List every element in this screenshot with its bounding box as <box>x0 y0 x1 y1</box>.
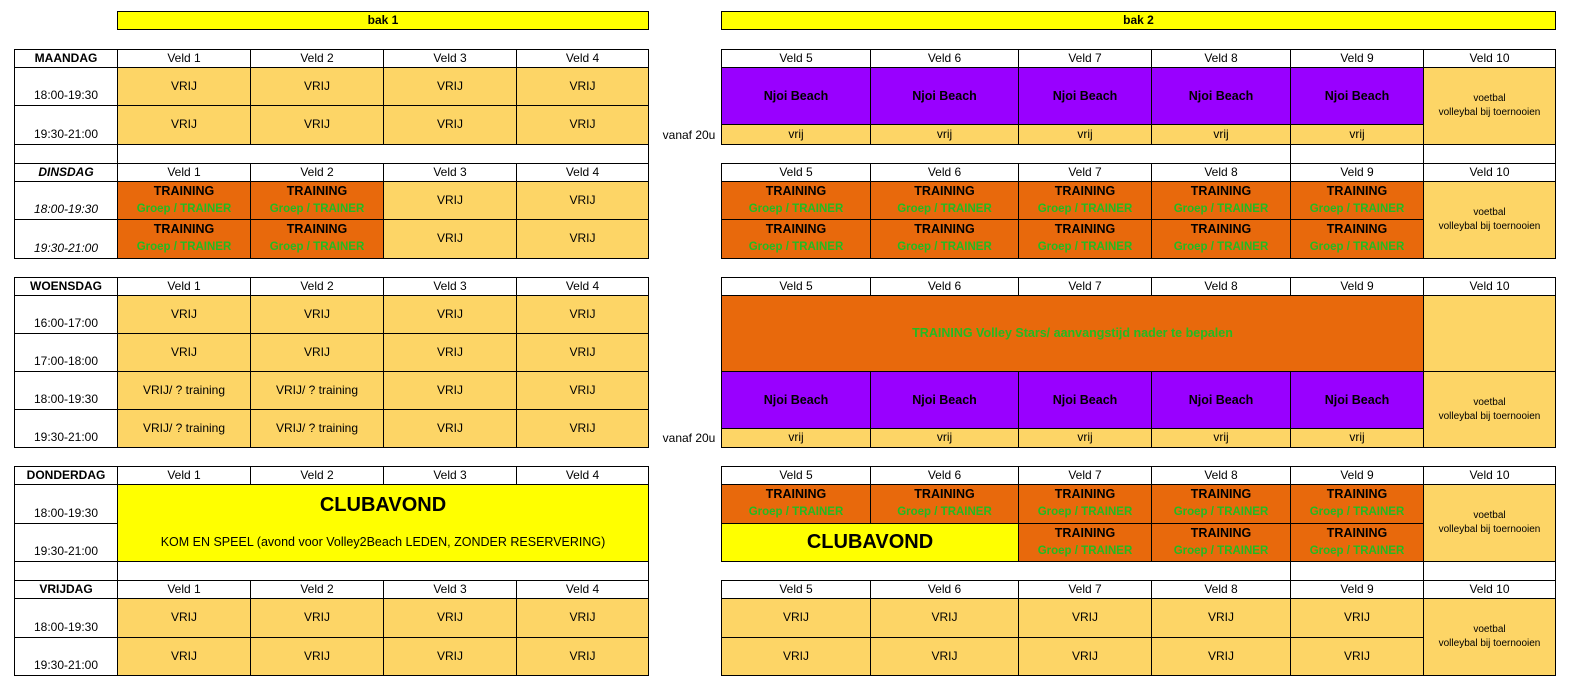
spacer-cell <box>14 561 118 581</box>
training-cell <box>721 219 871 259</box>
training-cell <box>721 181 871 220</box>
time-label: 18:00-19:30 <box>14 371 118 410</box>
spacer-cell <box>1423 561 1556 581</box>
field-header: Veld 10 <box>1423 163 1556 182</box>
field-header: Veld 6 <box>870 580 1019 599</box>
training-text: TRAINING <box>765 184 827 198</box>
njoi-beach-cell: Njoi Beach <box>721 371 871 429</box>
training-cell <box>1290 181 1424 220</box>
slot-cell: VRIJ <box>516 181 649 220</box>
trainer-text: Groep / TRAINER <box>269 241 365 253</box>
training-text: TRAINING <box>1190 222 1252 236</box>
slot-cell: vrij <box>721 124 871 145</box>
trainer-text: Groep / TRAINER <box>1173 203 1269 215</box>
volley-stars-training-cell: TRAINING Volley Stars/ aanvangstijd nader te bepalen <box>721 295 1424 372</box>
training-cell <box>1018 523 1152 562</box>
time-label: 18:00-19:30 <box>14 67 118 106</box>
slot-cell: vrij <box>1018 124 1152 145</box>
training-cell <box>1290 219 1424 259</box>
training-text: TRAINING <box>1326 526 1388 540</box>
slot-cell: VRIJ <box>250 637 384 676</box>
training-text: TRAINING <box>914 487 975 501</box>
trainer-text: Groep / TRAINER <box>748 203 844 215</box>
slot-cell: VRIJ <box>721 637 871 676</box>
slot-cell: VRIJ <box>383 333 517 372</box>
time-label: 19:30-21:00 <box>14 219 118 259</box>
field-header: Veld 1 <box>117 580 251 599</box>
veld10-note <box>1423 371 1556 448</box>
clubavond-bak2-cell: CLUBAVOND <box>721 523 1019 562</box>
field-header: Veld 7 <box>1018 163 1152 182</box>
spacer-cell <box>14 144 118 164</box>
slot-cell: VRIJ <box>516 598 649 638</box>
slot-cell: vrij <box>1018 428 1152 448</box>
slot-cell: VRIJ <box>250 295 384 334</box>
trainer-text: Groep / TRAINER <box>136 241 232 253</box>
njoi-beach-cell: Njoi Beach <box>1018 371 1152 429</box>
field-header: Veld 6 <box>870 49 1019 68</box>
trainer-text: Groep / TRAINER <box>1037 203 1133 215</box>
training-cell <box>250 219 384 259</box>
kom-en-speel-text: KOM EN SPEEL (avond voor Volley2Beach LEDEN, ZONDER RESERVERING) <box>160 534 606 549</box>
voetbal-text: voetbal <box>1473 510 1506 521</box>
field-header: Veld 8 <box>1151 277 1291 296</box>
slot-cell: VRIJ <box>1151 598 1291 638</box>
field-header: Veld 1 <box>117 277 251 296</box>
field-header: Veld 5 <box>721 49 871 68</box>
field-header: Veld 2 <box>250 277 384 296</box>
training-cell <box>1018 219 1152 259</box>
field-header: Veld 1 <box>117 163 251 182</box>
training-text: TRAINING <box>1054 526 1116 540</box>
field-header: Veld 8 <box>1151 580 1291 599</box>
slot-cell: VRIJ <box>516 637 649 676</box>
slot-cell: vrij <box>870 124 1019 145</box>
voetbal-text: voetbal <box>1473 624 1506 635</box>
field-header: Veld 8 <box>1151 466 1291 485</box>
field-header: Veld 5 <box>721 466 871 485</box>
training-cell <box>1290 523 1424 562</box>
clubavond-title: CLUBAVOND <box>319 493 447 516</box>
slot-cell: VRIJ <box>383 409 517 448</box>
slot-cell <box>1423 295 1556 372</box>
field-header: Veld 7 <box>1018 277 1152 296</box>
veld10-note <box>1423 598 1556 676</box>
field-header: Veld 6 <box>870 277 1019 296</box>
trainer-text: Groep / TRAINER <box>1309 241 1405 253</box>
training-text: TRAINING <box>914 184 975 198</box>
day-label-dinsdag: DINSDAG <box>14 163 118 182</box>
slot-cell: VRIJ/ ? training <box>250 409 384 448</box>
field-header: Veld 4 <box>516 466 649 485</box>
slot-cell: VRIJ <box>117 598 251 638</box>
slot-cell: VRIJ <box>516 219 649 259</box>
trainer-text: Groep / TRAINER <box>1309 545 1405 557</box>
training-text: TRAINING <box>153 222 215 236</box>
slot-cell: VRIJ <box>1290 637 1424 676</box>
vanaf-label: vanaf 20u <box>662 431 716 445</box>
training-cell <box>1151 219 1291 259</box>
njoi-beach-cell: Njoi Beach <box>1151 371 1291 429</box>
training-cell <box>1151 181 1291 220</box>
bak2-header: bak 2 <box>721 11 1556 30</box>
time-label: 17:00-18:00 <box>14 333 118 372</box>
slot-cell: VRIJ <box>117 67 251 106</box>
trainer-text: Groep / TRAINER <box>1173 545 1269 557</box>
njoi-beach-cell: Njoi Beach <box>721 67 871 125</box>
field-header: Veld 3 <box>383 466 517 485</box>
training-text: TRAINING <box>1326 184 1388 198</box>
slot-cell: VRIJ <box>117 333 251 372</box>
veld10-note <box>1423 67 1556 145</box>
field-header: Veld 8 <box>1151 49 1291 68</box>
field-header: Veld 5 <box>721 163 871 182</box>
spacer-cell <box>1423 144 1556 164</box>
field-header: Veld 10 <box>1423 466 1556 485</box>
slot-cell: VRIJ <box>383 181 517 220</box>
slot-cell: VRIJ <box>1151 637 1291 676</box>
trainer-text: Groep / TRAINER <box>897 506 992 518</box>
training-cell <box>1151 523 1291 562</box>
trainer-text: Groep / TRAINER <box>897 241 992 253</box>
slot-cell: VRIJ <box>870 637 1019 676</box>
slot-cell: VRIJ/ ? training <box>117 371 251 410</box>
slot-cell: vrij <box>721 428 871 448</box>
slot-cell: vrij <box>1151 124 1291 145</box>
training-text: TRAINING <box>765 487 827 501</box>
field-header: Veld 4 <box>516 163 649 182</box>
slot-cell: VRIJ <box>516 371 649 410</box>
field-header: Veld 7 <box>1018 49 1152 68</box>
slot-cell: vrij <box>870 428 1019 448</box>
vanaf-label: vanaf 20u <box>662 128 716 142</box>
slot-cell: VRIJ <box>383 219 517 259</box>
slot-cell: VRIJ <box>721 598 871 638</box>
volleybal-text: volleybal bij toernooien <box>1438 524 1541 535</box>
field-header: Veld 2 <box>250 580 384 599</box>
slot-cell: VRIJ <box>383 637 517 676</box>
field-header: Veld 7 <box>1018 466 1152 485</box>
slot-cell: vrij <box>1290 428 1424 448</box>
day-label-woensdag: WOENSDAG <box>14 277 118 296</box>
training-cell <box>1151 484 1291 524</box>
trainer-text: Groep / TRAINER <box>1037 506 1133 518</box>
time-label: 16:00-17:00 <box>14 295 118 334</box>
time-label: 19:30-21:00 <box>14 523 118 562</box>
volleybal-text: volleybal bij toernooien <box>1438 107 1541 118</box>
slot-cell: VRIJ <box>383 371 517 410</box>
field-header: Veld 8 <box>1151 163 1291 182</box>
trainer-text: Groep / TRAINER <box>748 506 844 518</box>
day-label-donderdag: DONDERDAG <box>14 466 118 485</box>
field-header: Veld 5 <box>721 277 871 296</box>
slot-cell: VRIJ <box>516 105 649 145</box>
field-header: Veld 4 <box>516 277 649 296</box>
training-text: TRAINING <box>914 222 975 236</box>
slot-cell: VRIJ <box>870 598 1019 638</box>
voetbal-text: voetbal <box>1473 207 1506 218</box>
slot-cell: VRIJ <box>1018 637 1152 676</box>
volleybal-text: volleybal bij toernooien <box>1438 410 1541 422</box>
spacer-cell <box>117 144 649 164</box>
slot-cell: vrij <box>1151 428 1291 448</box>
veld10-note <box>1423 181 1556 259</box>
field-header: Veld 3 <box>383 49 517 68</box>
njoi-beach-cell: Njoi Beach <box>1151 67 1291 125</box>
slot-cell: VRIJ <box>250 598 384 638</box>
slot-cell: VRIJ <box>383 67 517 106</box>
field-header: Veld 5 <box>721 580 871 599</box>
field-header: Veld 3 <box>383 580 517 599</box>
field-header: Veld 10 <box>1423 49 1556 68</box>
training-cell <box>1018 181 1152 220</box>
training-text: TRAINING <box>1054 487 1116 501</box>
slot-cell: VRIJ <box>516 67 649 106</box>
field-header: Veld 9 <box>1290 580 1424 599</box>
trainer-text: Groep / TRAINER <box>1309 203 1405 215</box>
slot-cell: VRIJ <box>117 105 251 145</box>
slot-cell: VRIJ <box>383 598 517 638</box>
slot-cell: VRIJ <box>117 637 251 676</box>
field-header: Veld 2 <box>250 163 384 182</box>
training-cell <box>721 484 871 524</box>
clubavond-cell <box>117 484 649 562</box>
slot-cell: VRIJ/ ? training <box>117 409 251 448</box>
day-label-vrijdag: VRIJDAG <box>14 580 118 599</box>
trainer-text: Groep / TRAINER <box>1173 506 1269 518</box>
volleybal-text: volleybal bij toernooien <box>1438 638 1541 649</box>
voetbal-text: voetbal <box>1473 93 1506 104</box>
slot-cell: vrij <box>1290 124 1424 145</box>
time-label: 18:00-19:30 <box>14 598 118 638</box>
slot-cell: VRIJ <box>1018 598 1152 638</box>
training-cell <box>870 219 1019 259</box>
spacer-cell <box>117 561 649 581</box>
training-text: TRAINING <box>1326 222 1388 236</box>
field-header: Veld 1 <box>117 466 251 485</box>
slot-cell: VRIJ <box>250 105 384 145</box>
njoi-beach-cell: Njoi Beach <box>870 371 1019 429</box>
field-header: Veld 4 <box>516 580 649 599</box>
time-label: 18:00-19:30 <box>14 484 118 524</box>
field-header: Veld 9 <box>1290 277 1424 296</box>
training-cell <box>1290 484 1424 524</box>
voetbal-text: voetbal <box>1473 396 1506 408</box>
training-cell <box>870 484 1019 524</box>
training-text: TRAINING <box>286 184 348 198</box>
trainer-text: Groep / TRAINER <box>897 203 992 215</box>
time-label: 19:30-21:00 <box>14 105 118 145</box>
training-cell <box>1018 484 1152 524</box>
trainer-text: Groep / TRAINER <box>1037 241 1133 253</box>
training-text: TRAINING <box>765 222 827 236</box>
field-header: Veld 3 <box>383 163 517 182</box>
field-header: Veld 4 <box>516 49 649 68</box>
training-cell <box>117 181 251 220</box>
spacer-cell <box>1290 561 1424 581</box>
slot-cell: VRIJ <box>383 295 517 334</box>
training-text: TRAINING <box>1326 487 1388 501</box>
training-text: TRAINING <box>1054 222 1116 236</box>
training-cell <box>870 181 1019 220</box>
field-header: Veld 1 <box>117 49 251 68</box>
time-label: 19:30-21:00 <box>14 409 118 448</box>
bak1-header: bak 1 <box>117 11 649 30</box>
trainer-text: Groep / TRAINER <box>1037 545 1133 557</box>
field-header: Veld 10 <box>1423 580 1556 599</box>
slot-cell: VRIJ <box>516 409 649 448</box>
day-label-maandag: MAANDAG <box>14 49 118 68</box>
field-header: Veld 10 <box>1423 277 1556 296</box>
njoi-beach-cell: Njoi Beach <box>870 67 1019 125</box>
trainer-text: Groep / TRAINER <box>748 241 844 253</box>
slot-cell: VRIJ <box>1290 598 1424 638</box>
volleybal-text: volleybal bij toernooien <box>1438 221 1541 232</box>
njoi-beach-cell: Njoi Beach <box>1290 67 1424 125</box>
time-label: 18:00-19:30 <box>14 181 118 220</box>
field-header: Veld 2 <box>250 466 384 485</box>
training-cell <box>250 181 384 220</box>
trainer-text: Groep / TRAINER <box>269 203 365 215</box>
training-text: TRAINING <box>286 222 348 236</box>
field-header: Veld 3 <box>383 277 517 296</box>
training-text: TRAINING <box>1190 487 1252 501</box>
slot-cell: VRIJ <box>516 333 649 372</box>
slot-cell: VRIJ <box>117 295 251 334</box>
training-text: TRAINING <box>1054 184 1116 198</box>
trainer-text: Groep / TRAINER <box>1309 506 1405 518</box>
trainer-text: Groep / TRAINER <box>136 203 232 215</box>
training-text: TRAINING <box>153 184 215 198</box>
training-text: TRAINING <box>1190 526 1252 540</box>
slot-cell: VRIJ <box>250 333 384 372</box>
trainer-text: Groep / TRAINER <box>1173 241 1269 253</box>
field-header: Veld 9 <box>1290 49 1424 68</box>
slot-cell: VRIJ <box>383 105 517 145</box>
field-header: Veld 2 <box>250 49 384 68</box>
field-header: Veld 9 <box>1290 466 1424 485</box>
field-header: Veld 6 <box>870 466 1019 485</box>
time-label: 19:30-21:00 <box>14 637 118 676</box>
field-header: Veld 7 <box>1018 580 1152 599</box>
spacer-cell <box>1290 144 1424 164</box>
training-cell <box>117 219 251 259</box>
field-header: Veld 9 <box>1290 163 1424 182</box>
njoi-beach-cell: Njoi Beach <box>1018 67 1152 125</box>
njoi-beach-cell: Njoi Beach <box>1290 371 1424 429</box>
training-text: TRAINING <box>1190 184 1252 198</box>
slot-cell: VRIJ <box>250 67 384 106</box>
field-header: Veld 6 <box>870 163 1019 182</box>
slot-cell: VRIJ/ ? training <box>250 371 384 410</box>
veld10-note <box>1423 484 1556 562</box>
slot-cell: VRIJ <box>516 295 649 334</box>
